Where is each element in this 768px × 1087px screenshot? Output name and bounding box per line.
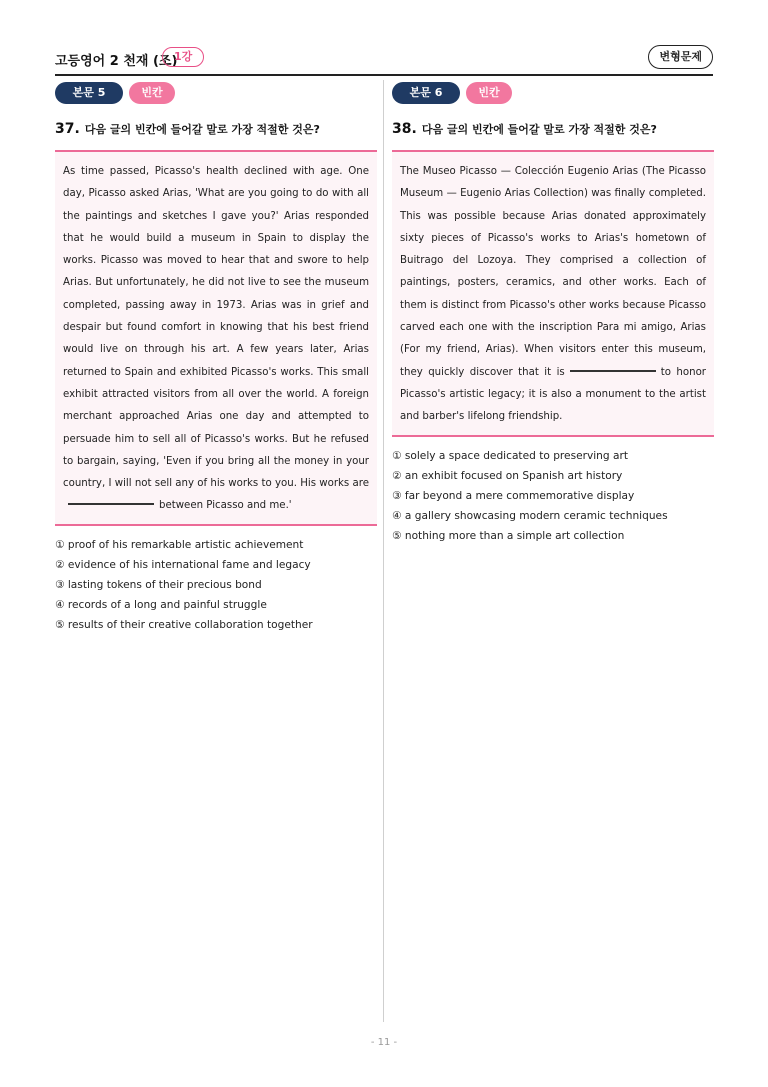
choice-2[interactable]: ② an exhibit focused on Spanish art history: [392, 469, 623, 482]
choice-4[interactable]: ④ records of a long and painful struggle: [55, 598, 267, 611]
lesson-badge: 1강: [162, 47, 204, 67]
page-header: [55, 44, 713, 76]
choice-4[interactable]: ④ a gallery showcasing modern ceramic techniques: [392, 509, 668, 522]
passage-text-end: to honor Picasso's artistic legacy; it is also a monument to the artist and barber's lifelong friendship.: [400, 366, 706, 423]
question-text: 다음 글의 빈칸에 들어갈 말로 가장 적절한 것은?: [421, 123, 657, 136]
answer-blank: [570, 370, 656, 372]
page-number: - 11 -: [370, 1037, 398, 1048]
choice-3[interactable]: ③ far beyond a mere commemorative display: [392, 489, 635, 502]
left-column: [55, 82, 377, 635]
right-column: [392, 82, 714, 546]
passage-text: The Museo Picasso — Colección Eugenio Arias (The Picasso Museum — Eugenio Arias Collection) was finally completed. This was possible because Arias donated approximately sixty pieces of Picasso's works to Arias's hometown of Buitrago del Lozoya. They comprised a collection of paintings, posters, ceramics, and other works. Each of them is distinct from Picasso's other works because Picasso carved each one with the inscription Para mi amigo, Arias (For my friend, Arias). When visitors enter this museum, they quickly discover that it is: [400, 166, 706, 378]
choice-5[interactable]: ⑤ results of their creative collaboration together: [55, 618, 313, 631]
variant-badge: 변형문제: [648, 45, 713, 69]
answer-choices: [55, 535, 377, 635]
passage-box: [392, 150, 714, 437]
question-number: 37.: [55, 121, 80, 137]
passage-text-end: between Picasso and me.': [159, 500, 292, 512]
choice-3[interactable]: ③ lasting tokens of their precious bond: [55, 578, 262, 591]
passage-text: As time passed, Picasso's health declined with age. One day, Picasso asked Arias, 'What are you going to do with all the paintings and sketches I gave you?' Arias responded that he would build a museum in Spain to display the works. Picasso was moved to hear that and swore to help Arias. But unfortunately, he did not live to see the museum completed, passing away in 1973. Arias was in grief and despair but found comfort in knowing that his best friend would live on through his art. A few years later, Arias returned to Spain and exhibited Picasso's works. This small exhibit attracted visitors from all over the world. A foreign merchant approached Arias one day and attempted to persuade him to sell all of Picasso's works. But he refused to bargain, saying, 'Even if you bring all the money in your country, I will not sell any of his works to you. His works are: [63, 166, 369, 490]
answer-blank: [68, 503, 154, 505]
question-number: 38.: [392, 121, 417, 137]
textbook-title: 고등영어 2 천재 (조): [55, 54, 178, 69]
question-38: [392, 121, 714, 141]
section-tag: 본문 5: [55, 82, 123, 104]
type-tag: 빈칸: [129, 82, 175, 104]
question-text: 다음 글의 빈칸에 들어갈 말로 가장 적절한 것은?: [84, 123, 320, 136]
passage-box: [55, 150, 377, 526]
choice-2[interactable]: ② evidence of his international fame and legacy: [55, 558, 311, 571]
choice-1[interactable]: ① solely a space dedicated to preserving art: [392, 449, 628, 462]
answer-choices: [392, 446, 714, 546]
choice-1[interactable]: ① proof of his remarkable artistic achievement: [55, 538, 304, 551]
column-divider: [383, 80, 384, 1022]
type-tag: 빈칸: [466, 82, 512, 104]
choice-5[interactable]: ⑤ nothing more than a simple art collection: [392, 529, 625, 542]
question-37: [55, 121, 377, 141]
section-tag: 본문 6: [392, 82, 460, 104]
section-tags: [55, 82, 377, 104]
section-tags: [392, 82, 714, 104]
